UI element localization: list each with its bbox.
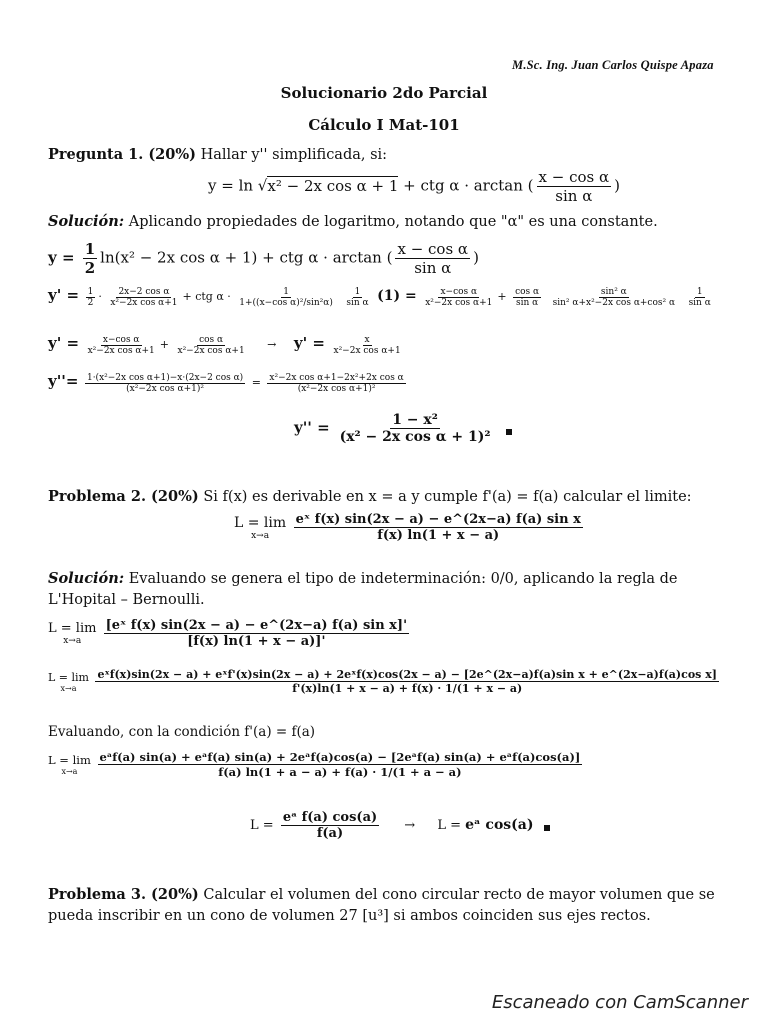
q2-step1: L = lim x→a $\frac{\text{[eˣ f(x) sin(2x − a) − e\textasciicircum{}(2x−a) f(a) sin x]'}}{[f(x) \ln(1 + x - a)]'}$ xyxy=(48,618,408,649)
camscanner-watermark: Escaneado con CamScanner xyxy=(491,992,748,1013)
q1-step1: y = $\frac{1}{2}$ ln(x² − 2x cos α + 1) + ctg α · arctan ( $\frac{\text{x − cos α}}{\text{sin α}}$ ) xyxy=(48,240,479,277)
q1-solution-label: Solución: xyxy=(48,213,125,230)
q2-result: L = $\frac{\text{eᵃ f(a) cos(a)}}{f(a)}$ → L = eᵃ cos(a) xyxy=(250,810,550,841)
q1-text: Hallar y'' simplificada, si: xyxy=(200,147,388,163)
qed-mark xyxy=(506,429,512,435)
q2-label: Problema 2. (20%) xyxy=(48,488,199,505)
q2-step3: L = lim x→a eᵃf(a) sin(a) + eᵃf(a) sin(a) + 2eᵃf(a)cos(a) − [2eᵃf(a) sin(a) + eᵃf(a)cos(a)] f(a) ln(1 + a − a) + f(a) · 1/(1 + a − a) xyxy=(48,750,581,779)
q1-label: Pregunta 1. (20%) xyxy=(48,146,196,163)
qed-mark xyxy=(544,825,550,831)
q1-step4: y''= $\frac{\text{1·(x²−2x cos α+1)−x·(2x−2 cos α)}}{\text{(x²−2x cos α+1)²}}$ = $\frac{\text{x²−2x cos α+1−2x²+2x cos α}}{\text{(x²−2x cos α+1)²}}$ xyxy=(48,372,404,394)
q2-solution-text-2: L'Hopital – Bernoulli. xyxy=(48,592,205,608)
q2-condition: Evaluando, con la condición f'(a) = f(a) xyxy=(48,724,316,740)
q1-given-formula: y = ln √x² − 2x cos α + 1 + ctg α · arctan ( $\frac{\text{x − cos α}}{\text{sin α}}$ ) xyxy=(208,168,620,205)
document-subtitle: Cálculo I Mat-101 xyxy=(308,116,460,134)
q2-step2: L = lim x→a eˣf(x)sin(2x − a) + eˣf'(x)sin(2x − a) + 2eˣf(x)cos(2x − a) − [2e^(2x−a)f(a)sin x + e^(2x−a)f(a)cos x] f'(x)ln(1 + x − a) + f(x) · 1/(1 + x − a) xyxy=(48,668,717,695)
q2-statement xyxy=(48,488,692,505)
q1-solution-intro xyxy=(48,213,658,230)
q3-statement xyxy=(48,886,715,903)
q2-solution-intro xyxy=(48,570,678,587)
q3-text-2: pueda inscribir en un cono de volumen 27 [u³] si ambos coinciden sus ejes rectos. xyxy=(48,908,651,924)
q1-solution-text: Aplicando propiedades de logaritmo, notando que "α" es una constante. xyxy=(128,214,658,230)
q2-solution-text: Evaluando se genera el tipo de indeterminación: 0/0, aplicando la regla de xyxy=(128,571,678,587)
q2-given-formula: L = lim x→a $\frac{\text{eˣ f(x) sin(2x − a) − e\textasciicircum{}(2x−a) f(a) sin x}}{f(x) \ln(1 + x - a)}$ xyxy=(234,512,581,543)
author-line: M.Sc. Ing. Juan Carlos Quispe Apaza xyxy=(512,58,714,72)
q1-step2: y' = $\frac{1}{2}$ · $\frac{\text{2x−2 cos α}}{\text{x²−2x cos α+1}}$ + ctg α · $\frac{1}{\text{1+((x−cos α)²/sin²α)}}$ $\frac{1}{\text{sin α}}$ (1) = $\frac{\text{x−cos α}}{\text{x²−2x cos α+1}}$ + $\frac{\text{cos α}}{\text{sin α}}$ $\frac{\text{sin² α}}{\text{sin² α+x²−2x cos α+cos² α}}$ $\frac{1}{\text{sin α}}$ xyxy=(48,286,711,308)
q1-result: y'' = $\frac{\text{1 − x²}}{\text{(x² − 2x cos α + 1)²}}$ xyxy=(294,412,512,445)
q2-solution-label: Solución: xyxy=(48,570,125,587)
q1-statement xyxy=(48,146,387,163)
q2-text: Si f(x) es derivable en x = a y cumple f'(a) = f(a) calcular el limite: xyxy=(203,489,692,505)
q3-label: Problema 3. (20%) xyxy=(48,886,199,903)
q3-text: Calcular el volumen del cono circular recto de mayor volumen que se xyxy=(203,887,715,903)
q1-step3: y' = $\frac{\text{x−cos α}}{\text{x²−2x cos α+1}}$ + $\frac{\text{cos α}}{\text{x²−2x cos α+1}}$ → y' = $\frac{x}{\text{x²−2x cos α+1}}$ xyxy=(48,334,401,356)
document-title: Solucionario 2do Parcial xyxy=(280,84,488,102)
